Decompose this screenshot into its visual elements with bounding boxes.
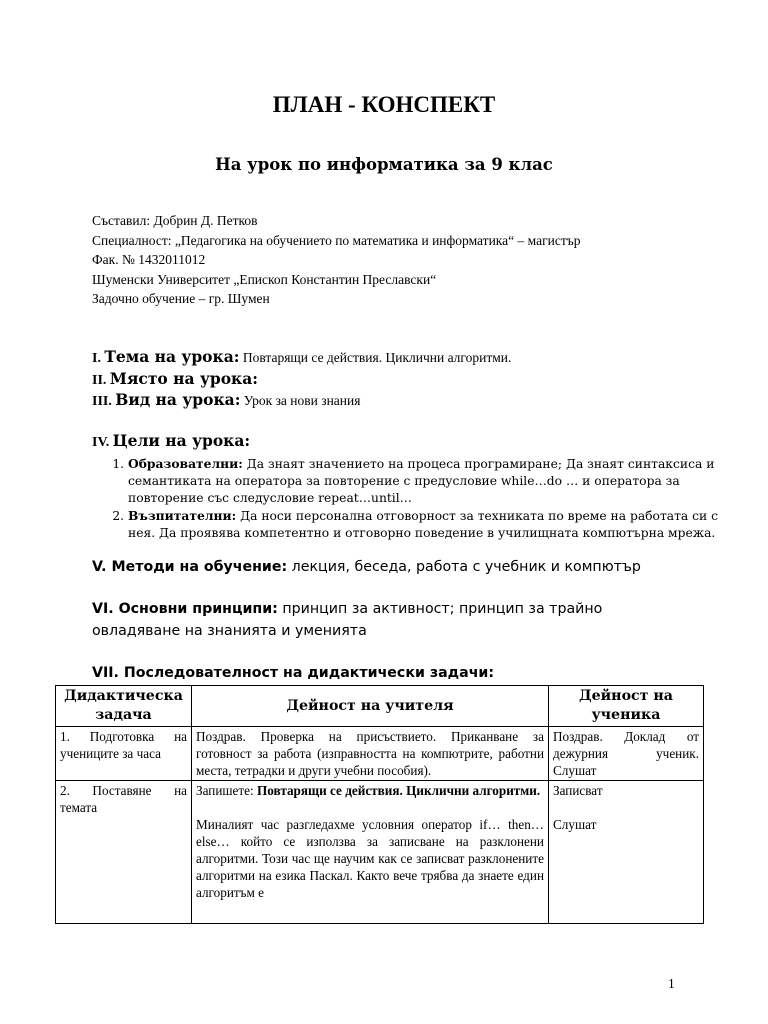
section-number: I. <box>92 351 101 366</box>
teacher-paragraph: Миналият час разгледахме условния оператор if… then…else… който се използва за записване на разклонени алгоритми. Този час ще научим как се записват разклонените алгоритми на езика Паскал. Както вече трябва да знаете един алгоритъм е <box>196 817 544 900</box>
section-lesson-place: II. Място на урока: <box>92 369 259 388</box>
student-cell <box>549 781 704 924</box>
section-lesson-type: III. Вид на урока: Урок за нови знания <box>92 390 361 409</box>
teacher-topic: Повтарящи се действия. Циклични алгоритми. <box>257 783 541 798</box>
goals-list <box>92 455 718 542</box>
table-row <box>56 781 704 924</box>
goal-label: Образователни: <box>128 456 243 471</box>
section-heading: Тема на урока <box>104 347 234 366</box>
study-form-line: Задочно обучение – гр. Шумен <box>92 291 270 306</box>
principles-heading: VI. Основни принципи: <box>92 601 278 617</box>
principles-text: принцип за активност; принцип за трайно овладяване на знанията и уменията <box>92 601 603 639</box>
section-number: II. <box>92 373 107 388</box>
section-heading: Цели на урока <box>112 431 245 450</box>
specialty-line: Специалност: „Педагогика на обучението по математика и информатика“ – магистър <box>92 232 581 248</box>
author-line: Съставил: Добрин Д. Петков <box>92 213 258 228</box>
teacher-instruction: Запишете: <box>196 783 254 798</box>
goal-text: Да знаят значението на процеса програмиране; Да знаят синтаксиса и семантиката на оператора за повторение с предусловие while…do … и оператора за повторение със следусловие repeat…until… <box>128 457 715 505</box>
document-subtitle: На урок по информатика за 9 клас <box>215 155 553 174</box>
university-line: Шуменски Университет „Епископ Константин Преславски“ <box>92 271 437 287</box>
teacher-cell: Поздрав. Проверка на присъствието. Приканване за готовност за работа (изправността на компютрите, работни места, тетрадки и други учебни пособия). <box>192 727 549 781</box>
page-number: 1 <box>668 976 675 991</box>
task-cell: 1. Подготовка на учениците за часа <box>56 727 192 781</box>
didactic-tasks-table <box>55 685 704 924</box>
methods-heading: V. Методи на обучение: <box>92 559 288 575</box>
section-value: Урок за нови знания <box>243 393 361 408</box>
section-principles <box>92 598 692 642</box>
teacher-cell <box>192 781 549 924</box>
section-value: Повтарящи се действия. Циклични алгоритми. <box>242 350 512 365</box>
column-header-student: Дейност на ученика <box>549 686 704 727</box>
section-methods <box>92 556 692 578</box>
faculty-number-line: Фак. № 1432011012 <box>92 252 206 267</box>
sequence-heading: VII. Последователност на дидактически задачи: <box>92 665 495 681</box>
section-heading: Място на урока <box>109 369 253 388</box>
section-sequence <box>92 662 692 684</box>
column-header-task: Дидактическа задача <box>56 686 192 727</box>
goal-label: Възпитателни: <box>128 508 237 523</box>
section-number: IV. <box>92 435 110 450</box>
table-header-row <box>56 686 704 727</box>
task-cell: 2. Поставяне на темата <box>56 781 192 924</box>
goal-text: Да носи персонална отговорност за техниката по време на работата си с нея. Да проявява компетентно и отговорно поведение в училищната компютърна мрежа. <box>128 509 719 540</box>
student-cell: Поздрав. Доклад от дежурния ученик. Слушат <box>549 727 704 781</box>
goal-item <box>128 455 718 507</box>
table-row <box>56 727 704 781</box>
student-action: Записват <box>553 783 603 798</box>
author-block <box>92 211 580 309</box>
student-action: Слушат <box>553 817 597 832</box>
section-lesson-goals: IV. Цели на урока: <box>92 431 251 450</box>
methods-text: лекция, беседа, работа с учебник и компютър <box>291 559 641 575</box>
goal-item <box>128 507 718 542</box>
section-number: III. <box>92 394 112 409</box>
column-header-teacher: Дейност на учителя <box>192 686 549 727</box>
document-title: ПЛАН - КОНСПЕКТ <box>272 92 496 117</box>
section-lesson-topic: I. Тема на урока: Повтарящи се действия. Циклични алгоритми. <box>92 347 512 366</box>
section-heading: Вид на урока <box>115 390 235 409</box>
